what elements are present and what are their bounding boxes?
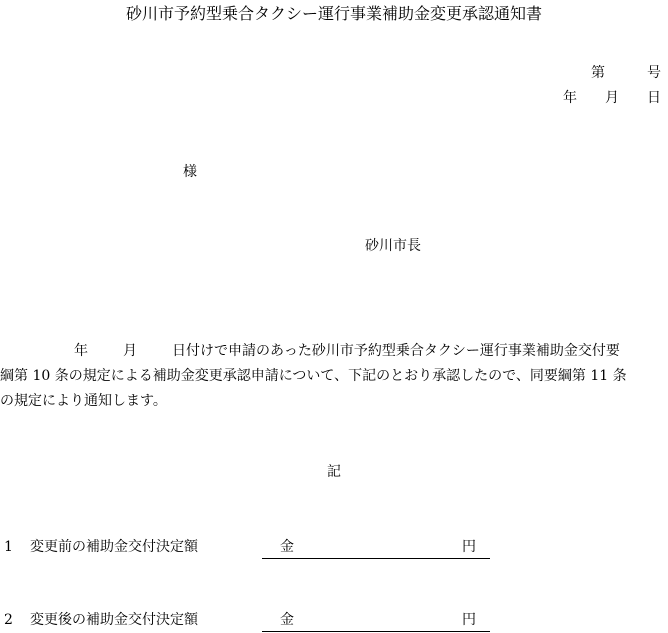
- item-number: 1: [4, 539, 13, 555]
- item-label: 変更後の補助金交付決定額: [30, 612, 198, 628]
- body-month: 月: [123, 343, 137, 359]
- sender: 砂川市長: [365, 238, 421, 254]
- body-line-1: [0, 339, 668, 364]
- item-row: [4, 540, 664, 560]
- item-row: [4, 613, 664, 633]
- body-line-2: 綱第 10 条の規定による補助金変更承認申請について、下記のとおり承認したので、同要綱第 11 条: [0, 368, 627, 384]
- body-paragraph: [0, 339, 668, 414]
- amount-prefix: 金: [280, 539, 294, 555]
- addressee-suffix: 様: [183, 164, 197, 180]
- date-day: 日: [647, 90, 661, 106]
- amount-suffix: 円: [462, 539, 476, 555]
- number-prefix: 第: [591, 65, 605, 81]
- item-number: 2: [4, 612, 13, 628]
- date-year: 年: [563, 90, 577, 106]
- amount-blank: [262, 540, 490, 559]
- amount-prefix: 金: [280, 612, 294, 628]
- item-label: 変更前の補助金交付決定額: [30, 539, 198, 555]
- document-title: 砂川市予約型乗合タクシー運行事業補助金変更承認通知書: [125, 4, 542, 23]
- number-suffix: 号: [647, 65, 661, 81]
- amount-blank: [262, 613, 490, 632]
- body-line-3: の規定により通知します。: [0, 393, 167, 409]
- body-line-1-rest: 日付けで申請のあった砂川市予約型乗合タクシー運行事業補助金交付要: [172, 343, 620, 359]
- body-year: 年: [74, 343, 88, 359]
- date-month: 月: [605, 90, 619, 106]
- amount-suffix: 円: [462, 612, 476, 628]
- ki-heading: 記: [327, 464, 341, 480]
- document-date: [563, 91, 661, 105]
- document-number: [591, 66, 661, 80]
